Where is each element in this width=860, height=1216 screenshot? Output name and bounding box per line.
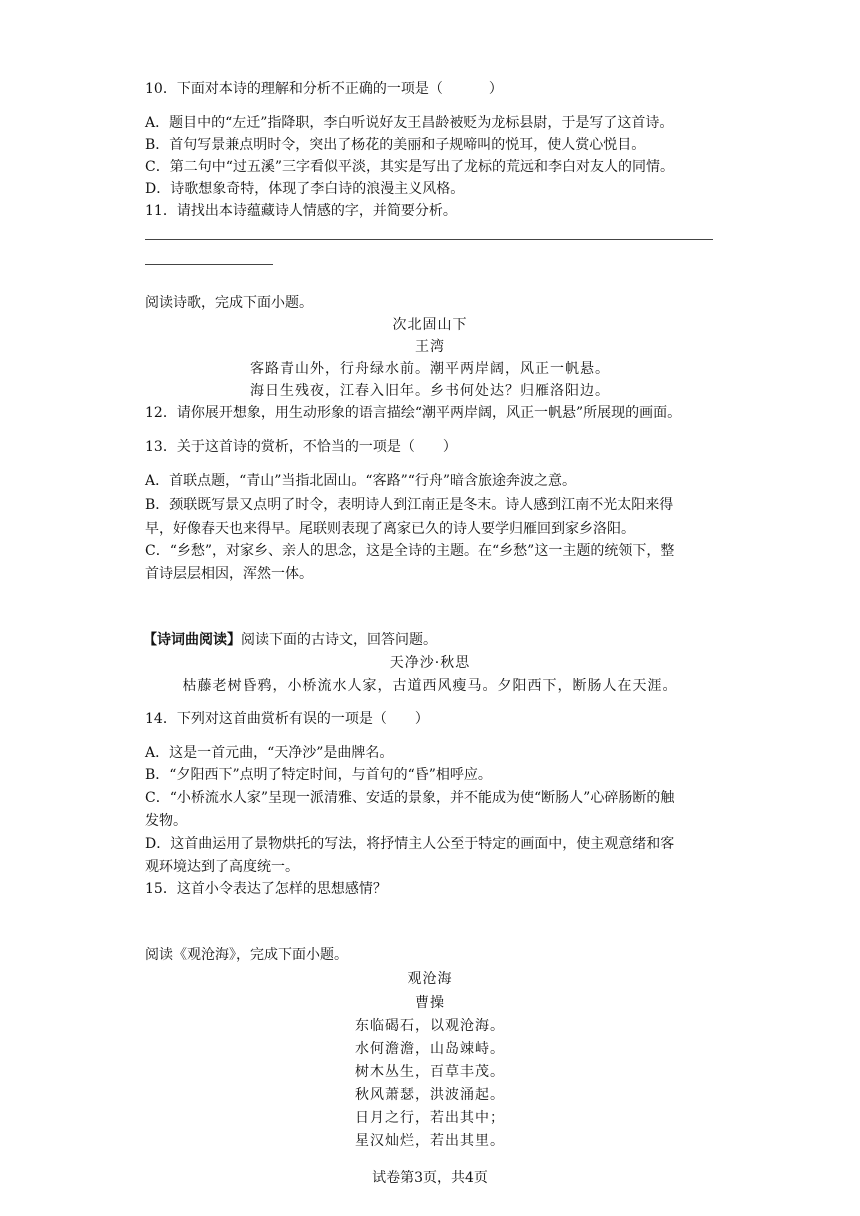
q10-option-c: C．第二句中“过五溪”三字看似平淡，其实是写出了龙标的荒远和李白对友人的同情。 — [145, 159, 675, 175]
section-heading — [143, 630, 437, 650]
answer-line — [145, 239, 713, 240]
poem-line: 星汉灿烂，若出其里。 — [355, 1133, 505, 1149]
poem-line-1: 客路青山外，行舟绿水前。潮平两岸阔，风正一帆悬。 — [250, 361, 610, 377]
section-intro: 阅读下面的古诗文，回答问题。 — [241, 632, 437, 648]
q14-stem: 14．下列对这首曲赏析有误的一项是（ ） — [145, 711, 429, 727]
q14-option-b: B．“夕阳西下”点明了特定时间，与首句的“昏”相呼应。 — [145, 767, 492, 783]
poem-line: 日月之行，若出其中； — [355, 1110, 505, 1126]
poem-line: 秋风萧瑟，洪波涌起。 — [355, 1087, 505, 1103]
q14-option-c-line2: 发物。 — [145, 813, 187, 829]
section-tag: 【诗词曲阅读】 — [143, 632, 241, 648]
q15-stem: 15．这首小令表达了怎样的思想感情？ — [145, 881, 387, 897]
q12-stem: 12．请你展开想象，用生动形象的语言描绘“潮平两岸阔，风正一帆悬”所展现的画面。 — [145, 405, 682, 421]
q13-stem: 13．关于这首诗的赏析，不恰当的一项是（ ） — [145, 439, 457, 455]
poem-text: 枯藤老树昏鸦，小桥流水人家，古道西风瘦马。夕阳西下，断肠人在天涯。 — [182, 678, 678, 694]
q10-stem — [145, 79, 503, 99]
q13-option-c-line1: C．“乡愁”，对家乡、亲人的思念，这是全诗的主题。在“乡愁”这一主题的统领下，整 — [145, 543, 675, 559]
q13-option-b-line2: 早，好像春天也来得早。尾联则表现了离家已久的诗人要学归雁回到家乡洛阳。 — [145, 521, 635, 537]
q14-option-d-line1: D．这首曲运用了景物烘托的写法，将抒情主人公至于特定的画面中，使主观意绪和客 — [145, 836, 675, 852]
q10-option-a: A．题目中的“左迁”指降职，李白听说好友王昌龄被贬为龙标县尉，于是写了这首诗。 — [145, 115, 674, 131]
answer-line-short — [145, 264, 273, 265]
poem-line: 树木丛生，百草丰茂。 — [355, 1064, 505, 1080]
poem-line: 东临碣石，以观沧海。 — [355, 1018, 505, 1034]
q14-option-c-line1: C．“小桥流水人家”呈现一派清雅、安适的景象，并不能成为使“断肠人”心碎肠断的触 — [145, 790, 675, 806]
q10-stem-text: 10．下面对本诗的理解和分析不正确的一项是（ — [145, 81, 443, 97]
poem-title: 天净沙·秋思 — [389, 655, 471, 671]
poem-author: 曹操 — [415, 995, 445, 1011]
q13-option-a: A．首联点题，“青山”当指北固山。“客路”“行舟”暗含旅途奔波之意。 — [145, 473, 577, 489]
poem-line-2: 海日生残夜，江春入旧年。乡书何处达？归雁洛阳边。 — [250, 383, 610, 399]
page-footer: 试卷第3页，共4页 — [372, 1170, 488, 1186]
q10-option-d: D．诗歌想象奇特，体现了李白诗的浪漫主义风格。 — [145, 181, 465, 197]
poem-title: 观沧海 — [407, 971, 453, 987]
q10-paren-close: ） — [488, 81, 503, 97]
q11-stem: 11．请找出本诗蕴藏诗人情感的字，并简要分析。 — [145, 203, 457, 219]
poem-author: 王湾 — [415, 339, 445, 355]
section-intro: 阅读诗歌，完成下面小题。 — [145, 295, 313, 311]
q13-option-c-line2: 首诗层层相因，浑然一体。 — [145, 566, 313, 582]
section-intro: 阅读《观沧海》，完成下面小题。 — [145, 947, 348, 963]
poem-line: 水何澹澹，山岛竦峙。 — [355, 1041, 505, 1057]
q14-option-d-line2: 观环境达到了高度统一。 — [145, 859, 299, 875]
poem-title: 次北固山下 — [392, 317, 468, 333]
q14-option-a: A．这是一首元曲，“天净沙”是曲牌名。 — [145, 745, 394, 761]
q13-option-b-line1: B．颈联既写景又点明了时令，表明诗人到江南正是冬末。诗人感到江南不光太阳来得 — [145, 497, 674, 513]
q10-option-b: B．首句写景兼点明时令，突出了杨花的美丽和子规啼叫的悦耳，使人赏心悦目。 — [145, 137, 646, 153]
